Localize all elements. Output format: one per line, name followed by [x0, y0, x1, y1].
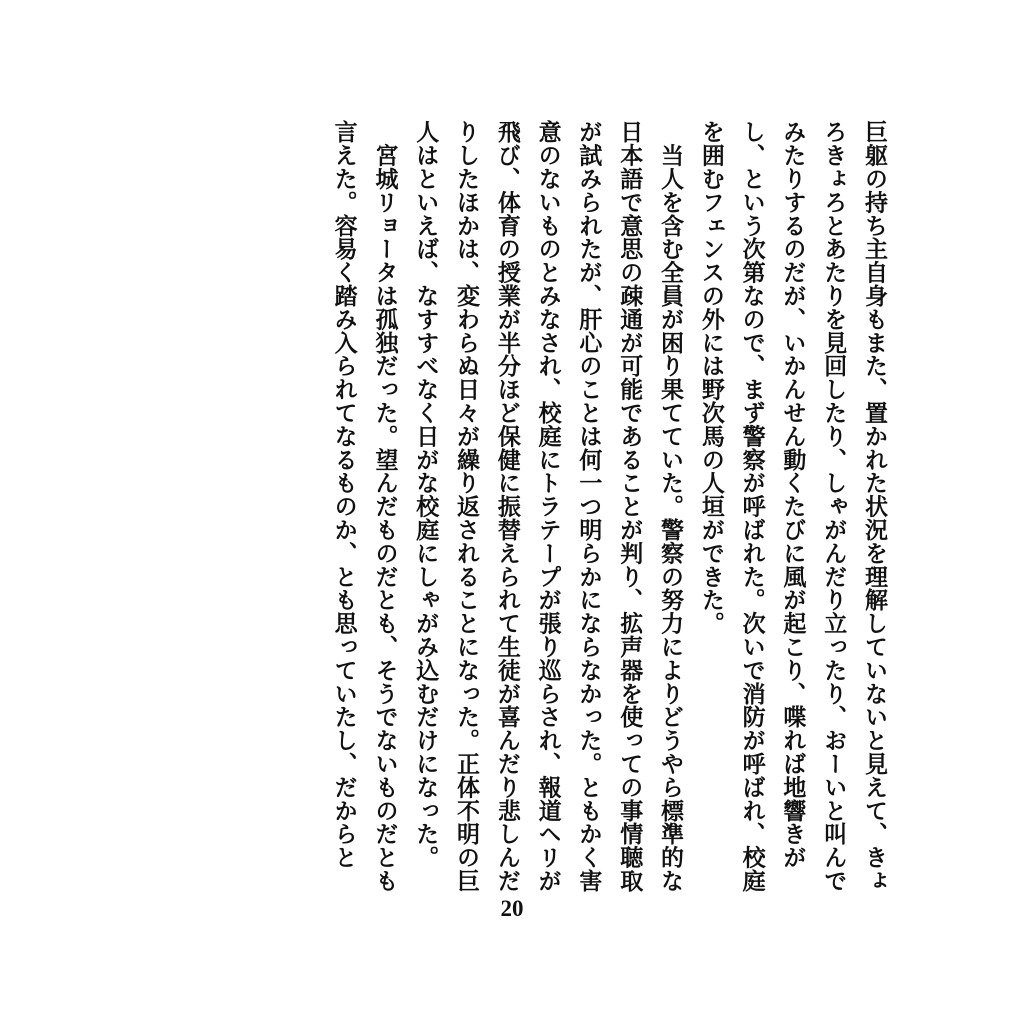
page-number: 20	[500, 896, 524, 921]
text-line-2: ろきょろとあたりを見回したり、しゃがんだり立ったり、おーいと叫んで	[820, 120, 848, 893]
text-line-10: 飛び、体育の授業が半分ほど保健に振替えられて生徒が喜んだり悲しんだ	[493, 120, 521, 893]
text-line-13: 宮城リョータは孤独だった。望んだものだとも、そうでないものだとも	[371, 120, 399, 893]
text-line-8: が試みられたが、肝心のことは何一つ明らかにならなかった。ともかく害	[575, 120, 603, 893]
text-line-11: りしたほかは、変わらぬ日々が繰り返されることになった。正体不明の巨	[453, 120, 481, 893]
text-line-9: 意のないものとみなされ、校庭にトラテープが張り巡らされ、報道ヘリが	[534, 120, 562, 893]
text-line-6: 当人を含む全員が困り果てていた。警察の努力によりどうやら標準的な	[657, 120, 685, 893]
text-line-7: 日本語で意思の疎通が可能であることが判り、拡声器を使っての事情聴取	[616, 120, 644, 893]
text-line-4: し、という次第なので、まず警察が呼ばれた。次いで消防が呼ばれ、校庭	[738, 120, 766, 893]
text-line-5: を囲むフェンスの外には野次馬の人垣ができた。	[697, 120, 725, 635]
text-line-14: 言えた。容易く踏み入られてなるものか、とも思っていたし、だからと	[330, 120, 358, 869]
vertical-text-body	[323, 120, 894, 893]
text-line-12: 人はといえば、なすすべなく日がな校庭にしゃがみ込むだけになった。	[412, 120, 440, 869]
text-line-1: 巨躯の持ち主自身もまた、置かれた状況を理解していないと見えて、きょ	[861, 120, 888, 893]
text-line-3: みたりするのだが、いかんせん動くたびに風が起こり、喋れば地響きが	[779, 120, 807, 869]
